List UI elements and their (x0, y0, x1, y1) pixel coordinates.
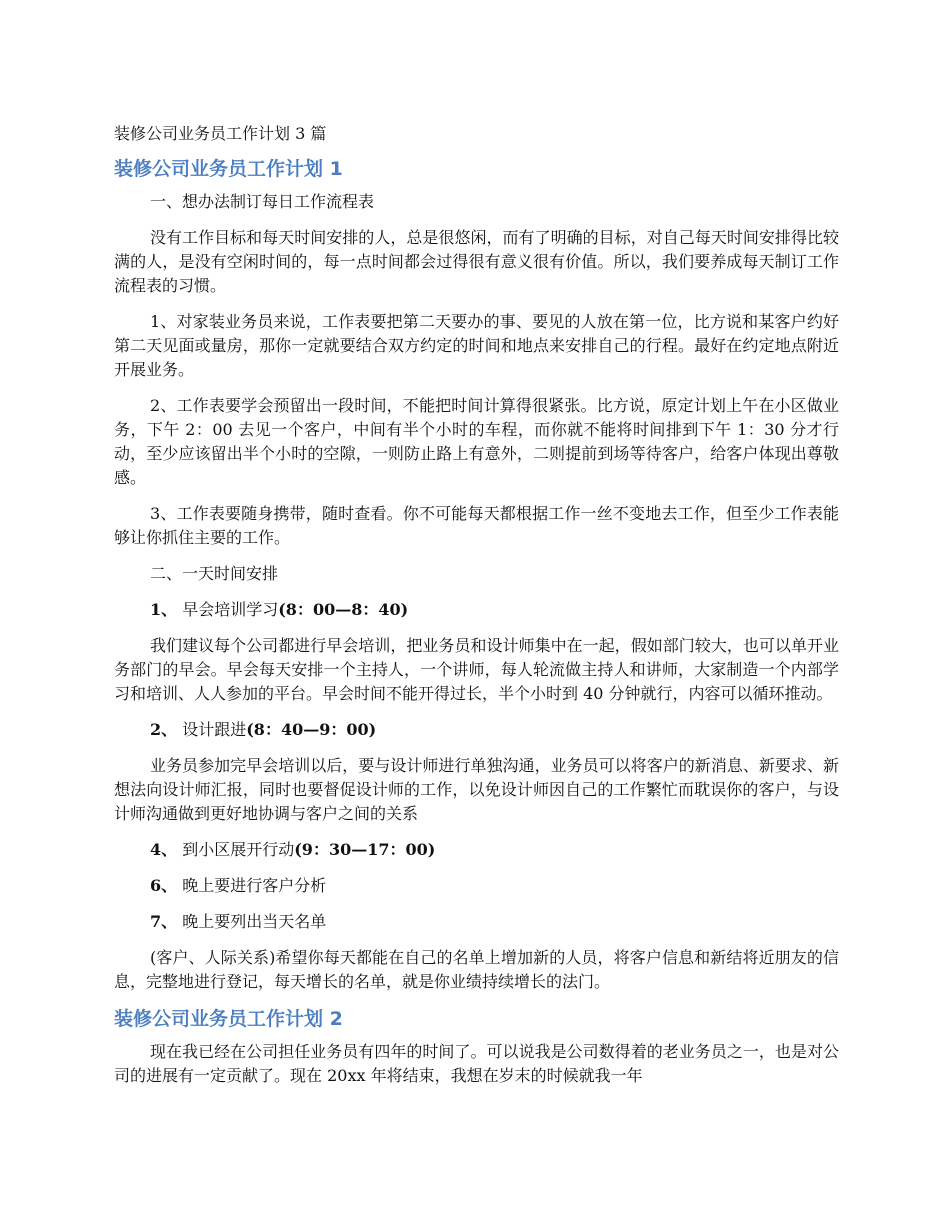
schedule-item (114, 598, 839, 622)
paragraph: 我们建议每个公司都进行早会培训，把业务员和设计师集中在一起，假如部门较大，也可以单开业务部门的早会。早会每天安排一个主持人，一个讲师，每人轮流做主持人和讲师，大家制造一个内部学习和培训、人人参加的平台。早会时间不能开得过长，半个小时到 40 分钟就行，内容可以循环推动。 (114, 636, 839, 703)
paragraph: 2、工作表要学会预留出一段时间，不能把时间计算得很紧张。比方说，原定计划上午在小区做业务，下午 2：00 去见一个客户，中间有半个小时的车程，而你就不能将时间排到下午 1：30 分才行动，至少应该留出半个小时的空隙，一则防止路上有意外，二则提前到场等待客户，给客户体现出尊敬感。 (114, 396, 839, 487)
schedule-item-number: 7、 (150, 912, 178, 931)
paragraph: 3、工作表要随身携带，随时查看。你不可能每天都根据工作一丝不变地去工作，但至少工作表能够让你抓住主要的工作。 (114, 504, 839, 547)
document-title: 装修公司业务员工作计划 3 篇 (114, 124, 327, 143)
paragraph: 1、对家装业务员来说，工作表要把第二天要办的事、要见的人放在第一位，比方说和某客户约好第二天见面或量房，那你一定就要结合双方约定的时间和地点来安排自己的行程。最好在约定地点附近开展业务。 (114, 312, 839, 379)
section-heading-2: 装修公司业务员工作计划 2 (114, 1008, 343, 1030)
schedule-item-number: 4、 (150, 840, 178, 859)
schedule-item (114, 718, 839, 742)
schedule-item (114, 910, 839, 934)
schedule-item-label: 到小区展开行动 (177, 840, 295, 859)
schedule-item-number: 2、 (150, 720, 178, 739)
subheading-daily-workflow: 一、想办法制订每日工作流程表 (150, 192, 375, 211)
schedule-item-label: 设计跟进 (177, 720, 247, 739)
schedule-item (114, 874, 839, 898)
schedule-item-time: (8：00—8：40) (278, 600, 409, 619)
paragraph: (客户、人际关系)希望你每天都能在自己的名单上增加新的人员，将客户信息和新结将近朋友的信息，完整地进行登记，每天增长的名单，就是你业绩持续增长的法门。 (114, 948, 839, 991)
schedule-item-label: 晚上要进行客户分析 (177, 876, 327, 895)
schedule-item-number: 6、 (150, 876, 178, 895)
paragraph: 没有工作目标和每天时间安排的人，总是很悠闲，而有了明确的目标，对自己每天时间安排得比较满的人，是没有空闲时间的，每一点时间都会过得很有意义很有价值。所以，我们要养成每天制订工作流程表的习惯。 (114, 228, 839, 295)
subheading-daily-schedule: 二、一天时间安排 (150, 564, 279, 583)
schedule-item-label: 早会培训学习 (177, 600, 279, 619)
schedule-item-time: (8：40—9：00) (246, 720, 377, 739)
schedule-item-number: 1、 (150, 600, 178, 619)
paragraph: 现在我已经在公司担任业务员有四年的时间了。可以说我是公司数得着的老业务员之一，也是对公司的进展有一定贡献了。现在 20xx 年将结束，我想在岁末的时候就我一年 (114, 1042, 839, 1085)
schedule-item (114, 838, 839, 862)
document-page (114, 122, 839, 1100)
paragraph: 业务员参加完早会培训以后，要与设计师进行单独沟通，业务员可以将客户的新消息、新要求、新想法向设计师汇报，同时也要督促设计师的工作，以免设计师因自己的工作繁忙而耽误你的客户，与设计师沟通做到更好地协调与客户之间的关系 (114, 756, 839, 823)
schedule-item-label: 晚上要列出当天名单 (177, 912, 327, 931)
schedule-item-time: (9：30—17：00) (294, 840, 436, 859)
section-heading-1: 装修公司业务员工作计划 1 (114, 158, 343, 180)
